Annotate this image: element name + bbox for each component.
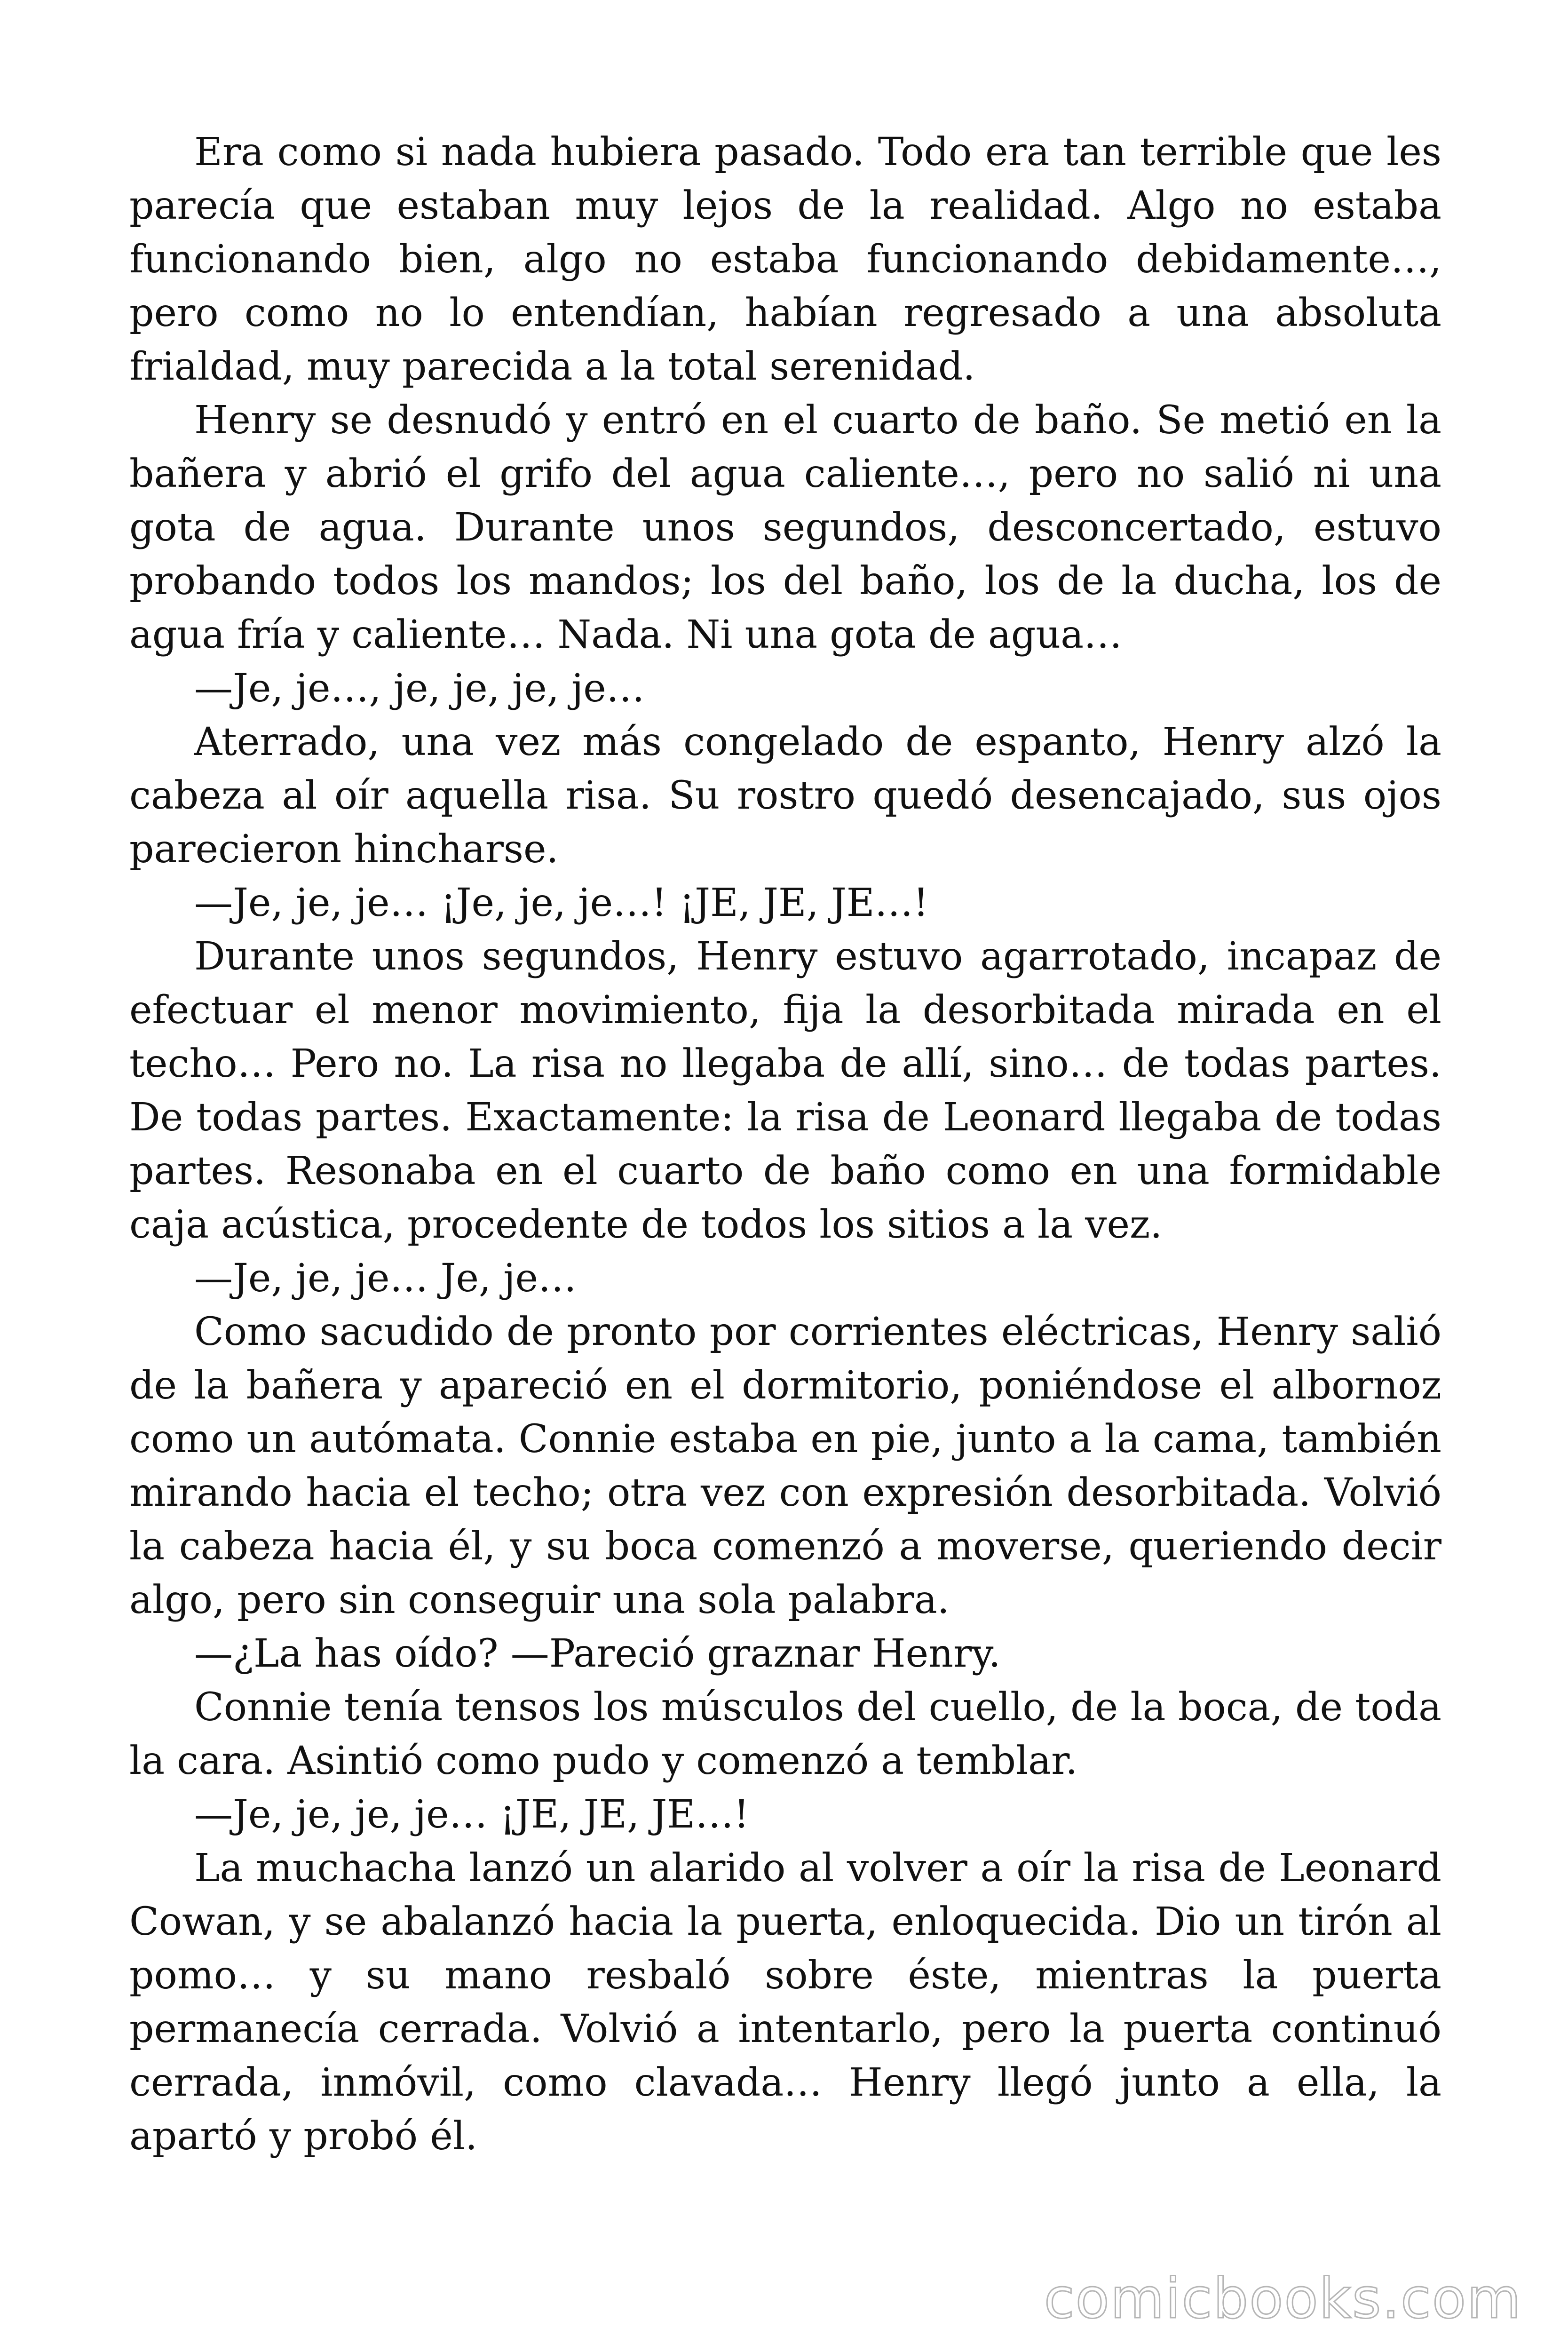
dialogue-line: —¿La has oído? —Pareció graznar Henry. (194, 1631, 1001, 1676)
paragraph: Durante unos segundos, Henry estuvo agarrotado, incapaz de efectuar el menor movimiento, fija la desorbitada mirada en el techo… Pero no. La risa no llegaba de allí, sino… de todas partes. De todas partes. Exactamente: la risa de Leonard llegaba de todas partes. Resonaba en el cuarto de baño como en una formidable caja acústica, procedente de todos los sitios a la vez. (129, 934, 1441, 1247)
paragraph: Como sacudido de pronto por corrientes eléctricas, Henry salió de la bañera y apareció en el dormitorio, poniéndose el albornoz como un autómata. Connie estaba en pie, junto a la cama, también mirando hacia el techo; otra vez con expresión desorbitada. Volvió la cabeza hacia él, y su boca comenzó a moverse, queriendo decir algo, pero sin conseguir una sola palabra. (129, 1310, 1441, 1622)
dialogue-line: —Je, je…, je, je, je, je… (194, 666, 645, 711)
dialogue-line: —Je, je, je, je… ¡JE, JE, JE…! (194, 1792, 750, 1837)
dialogue-line: —Je, je, je… Je, je… (194, 1256, 577, 1301)
paragraph: Henry se desnudó y entró en el cuarto de baño. Se metió en la bañera y abrió el grifo del agua caliente…, pero no salió ni una gota de agua. Durante unos segundos, desconcertado, estuvo probando todos los mandos; los del baño, los de la ducha, los de agua fría y caliente… Nada. Ni una gota de agua… (129, 398, 1441, 657)
paragraph: Connie tenía tensos los músculos del cuello, de la boca, de toda la cara. Asintió como pudo y comenzó a temblar. (129, 1685, 1441, 1783)
paragraph: Aterrado, una vez más congelado de espanto, Henry alzó la cabeza al oír aquella risa. Su rostro quedó desencajado, sus ojos parecieron hincharse. (129, 720, 1441, 872)
watermark: comicbooks.com (1044, 2266, 1522, 2331)
dialogue-line: —Je, je, je… ¡Je, je, je…! ¡JE, JE, JE…! (194, 881, 929, 925)
paragraph: La muchacha lanzó un alarido al volver a oír la risa de Leonard Cowan, y se abalanzó hacia la puerta, enloquecida. Dio un tirón al pomo… y su mano resbaló sobre éste, mientras la puerta permanecía cerrada. Volvió a intentarlo, pero la puerta continuó cerrada, inmóvil, como clavada… Henry llegó junto a ella, la apartó y probó él. (129, 1846, 1441, 2159)
paragraph: Era como si nada hubiera pasado. Todo era tan terrible que les parecía que estaban muy lejos de la realidad. Algo no estaba funcionando bien, algo no estaba funcionando debidamente…, pero como no lo entendían, habían regresado a una absoluta frialdad, muy parecida a la total serenidad. (129, 130, 1441, 389)
body-text (129, 126, 1441, 2163)
